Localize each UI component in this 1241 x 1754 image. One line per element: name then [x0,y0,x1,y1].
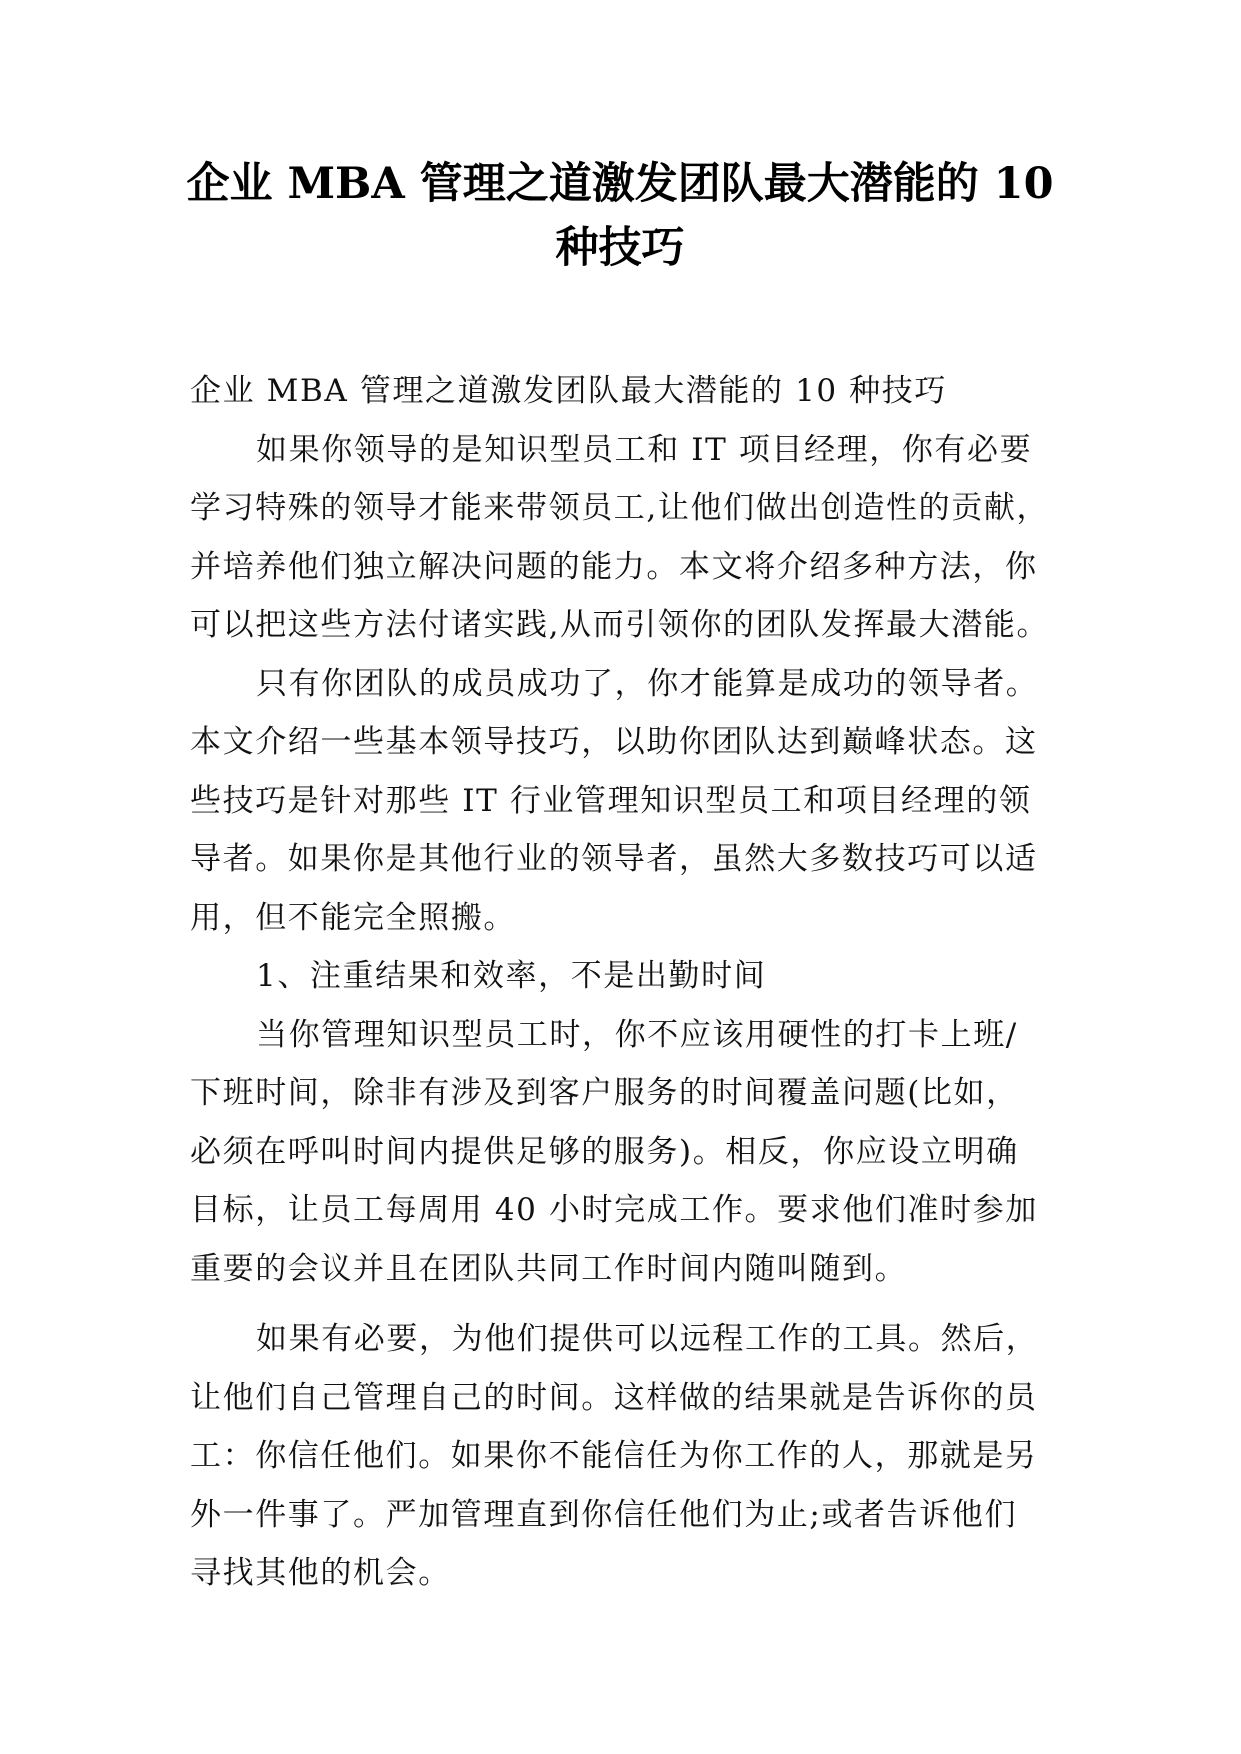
title-line-1: 企业 MBA 管理之道激发团队最大潜能的 10 [186,159,1054,209]
text-line: 可以把这些方法付诸实践,从而引领你的团队发挥最大潜能。 [190,607,1050,643]
text-line: 本文介绍一些基本领导技巧，以助你团队达到巅峰状态。这 [190,724,1038,760]
paragraph [190,655,1070,948]
text-line: 必须在呼叫时间内提供足够的服务)。相反，你应设立明确 [190,1133,1019,1170]
document-body [190,362,1070,1603]
paragraph [190,1310,1070,1603]
paragraph-spacer [190,1298,1070,1310]
text-line: 并培养他们独立解决问题的能力。本文将介绍多种方法，你 [190,548,1038,585]
paragraph-intro-title [190,362,1070,421]
text-line: 些技巧是针对那些 IT 行业管理知识型员工和项目经理的领 [190,782,1032,819]
text-line: 1、注重结果和效率，不是出勤时间 [256,958,767,994]
paragraph [190,421,1070,655]
text-line: 学习特殊的领导才能来带领员工,让他们做出创造性的贡献， [190,490,1050,526]
section-heading [190,947,1070,1006]
text-line: 如果你领导的是知识型员工和 IT 项目经理，你有必要 [256,431,1033,468]
text-line: 寻找其他的机会。 [190,1555,451,1591]
text-line: 用，但不能完全照搬。 [190,899,516,936]
text-line: 让他们自己管理自己的时间。这样做的结果就是告诉你的员 [190,1379,1038,1416]
document-title [160,152,1080,280]
text-line: 当你管理知识型员工时，你不应该用硬性的打卡上班/ [256,1016,1018,1053]
text-line: 下班时间，除非有涉及到客户服务的时间覆盖问题(比如， [190,1075,1019,1111]
text-line: 目标，让员工每周用 40 小时完成工作。要求他们准时参加 [190,1192,1038,1228]
text-line: 工：你信任他们。如果你不能信任为你工作的人，那就是另 [190,1438,1038,1474]
text-line: 企业 MBA 管理之道激发团队最大潜能的 10 种技巧 [190,373,947,409]
text-line: 重要的会议并且在团队共同工作时间内随叫随到。 [190,1250,908,1287]
text-line: 外一件事了。严加管理直到你信任他们为止;或者告诉他们 [190,1496,1018,1533]
title-line-2: 种技巧 [555,223,685,273]
paragraph [190,1006,1070,1299]
text-line: 导者。如果你是其他行业的领导者，虽然大多数技巧可以适 [190,841,1038,877]
text-line: 如果有必要，为他们提供可以远程工作的工具。然后， [256,1321,1039,1357]
text-line: 只有你团队的成员成功了，你才能算是成功的领导者。 [256,665,1039,702]
